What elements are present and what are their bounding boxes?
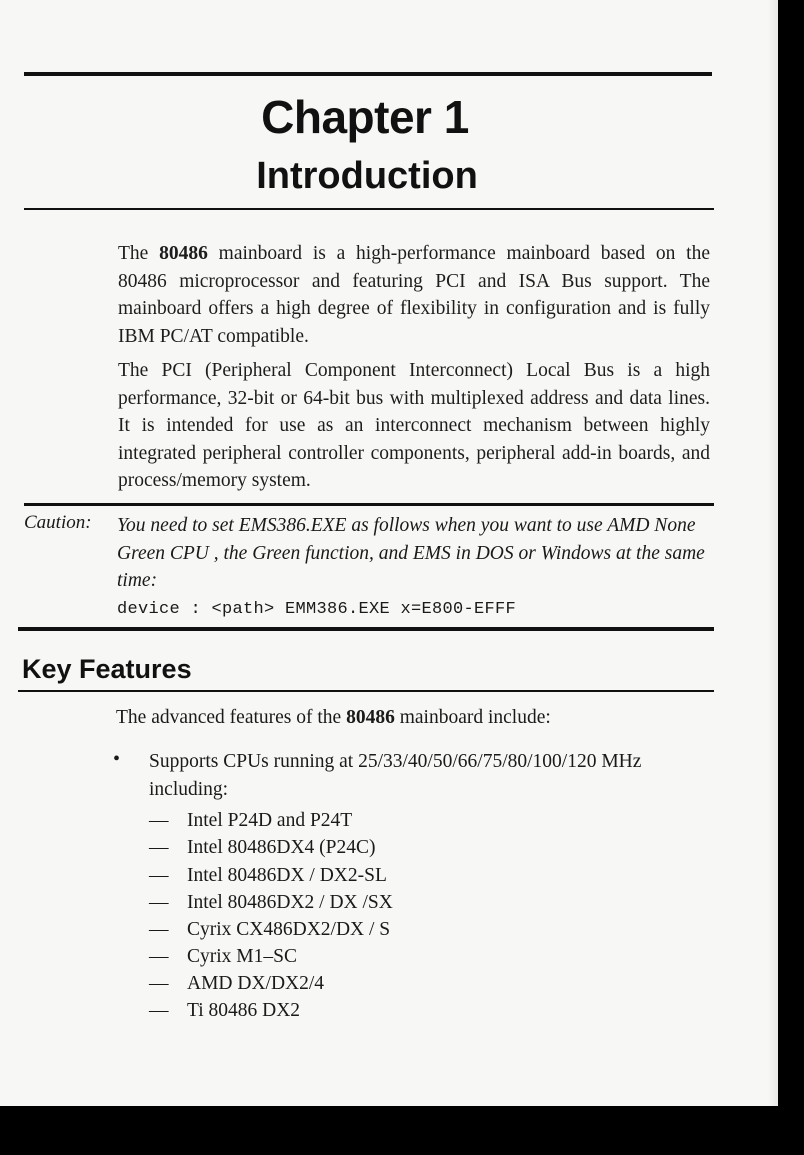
list-item	[149, 837, 376, 859]
caution-text: You need to set EMS386.EXE as follows when you want to use AMD None Green CPU , the Green function, and EMS in DOS or Windows at the same time:	[117, 515, 705, 591]
chapter-title: Introduction	[256, 155, 478, 197]
features-intro-bold-model: 80486	[346, 707, 395, 728]
chapter-number: Chapter 1	[261, 91, 469, 143]
section-title-key-features: Key Features	[22, 654, 192, 684]
dash-icon: —	[149, 919, 169, 940]
caution-top-rule	[24, 503, 714, 506]
cpu-item-label: Cyrix M1–SC	[187, 946, 297, 967]
cpu-item-label: Intel 80486DX4 (P24C)	[187, 837, 376, 858]
dash-icon: —	[149, 810, 169, 831]
list-item	[149, 946, 297, 968]
dash-icon: —	[149, 946, 169, 967]
caution-code: device : <path> EMM386.EXE x=E800-EFFF	[117, 600, 517, 619]
chapter-rule	[24, 208, 714, 210]
dash-icon: —	[149, 892, 169, 913]
list-item	[149, 865, 387, 887]
intro-bold-model: 80486	[159, 243, 208, 264]
intro-paragraph-2: The PCI (Peripheral Component Interconnect) Local Bus is a high performance, 32-bit or 64-bit bus with multiplexed address and data lines. It is intended for use as an interconnect mechanism between highly integrated peripheral controller components, peripheral add-in boards, and process/memory system.	[118, 360, 710, 491]
cpu-item-label: Ti 80486 DX2	[187, 1000, 301, 1021]
list-item	[149, 810, 352, 832]
dash-icon: —	[149, 973, 169, 994]
top-rule	[24, 72, 712, 76]
features-intro: The advanced features of the 80486 mainboard include:	[116, 707, 551, 728]
dash-icon: —	[149, 1000, 169, 1021]
caution-label: Caution:	[24, 512, 92, 533]
page-edge-shadow	[768, 0, 778, 1106]
list-item	[149, 973, 324, 995]
caution-bottom-rule	[18, 627, 714, 631]
bullet-icon: •	[113, 748, 121, 770]
cpu-item-label: Intel 80486DX / DX2-SL	[187, 865, 387, 886]
list-item	[149, 1000, 300, 1022]
cpu-item-label: Intel P24D and P24T	[187, 810, 353, 831]
intro-paragraph-1: The 80486 mainboard is a high-performance mainboard based on the 80486 microprocessor and featuring PCI and ISA Bus support. The mainboard offers a high degree of flexibility in configuration and is fully IBM PC/AT compatible.	[118, 243, 710, 347]
cpu-item-label: AMD DX/DX2/4	[187, 973, 325, 994]
cpu-item-label: Intel 80486DX2 / DX /SX	[187, 892, 393, 913]
section-rule	[18, 690, 714, 692]
dash-icon: —	[149, 837, 169, 858]
dash-icon: —	[149, 865, 169, 886]
list-item	[149, 892, 393, 914]
cpu-item-label: Cyrix CX486DX2/DX / S	[187, 919, 391, 940]
list-item	[149, 919, 390, 941]
bullet-text-cpu-support: Supports CPUs running at 25/33/40/50/66/75/80/100/120 MHz including:	[149, 751, 642, 800]
